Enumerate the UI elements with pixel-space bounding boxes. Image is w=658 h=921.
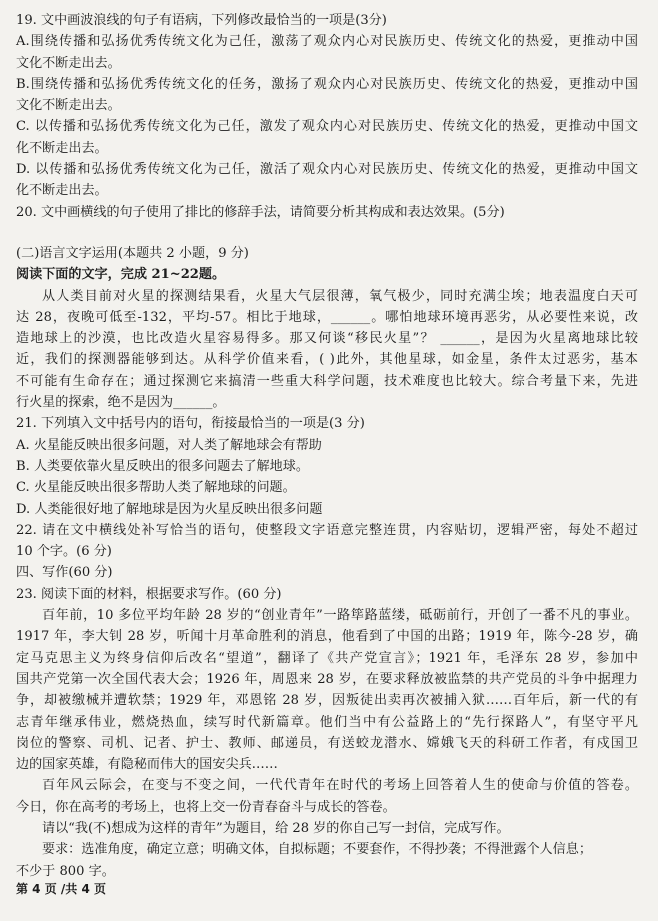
reading-instruction: 阅读下面的文字，完成 21~22题。 (16, 267, 226, 283)
q21-stem: 21. 下列填入文中括号内的语句，衔接最恰当的一项是(3 分) (16, 416, 365, 432)
passage-line: 从人类目前对火星的探测结果看，火星大气层很薄，氧气极少，同时充满尘埃；地表温度白天可 (42, 288, 638, 304)
writing-requirements: 要求：选准角度，确定立意；明确文体，自拟标题；不要套作，不得抄袭；不得泄露个人信息； (42, 842, 592, 858)
material-line: 岗位的警察、司机、记者、护士、教师、邮递员，有送蛟龙潜水、嫦娥飞天的科研工作者，有戍国卫 (16, 735, 638, 751)
q19-option-c-line2: 化不断走出去。 (16, 140, 108, 156)
q21-option-d: D. 人类能很好地了解地球是因为火星反映出很多问题 (16, 501, 323, 517)
material-line: 百年前，10 多位平均年龄 28 岁的“创业青年”一路筚路蓝缕，砥砺前行，开创了一番不凡的事业。 (42, 608, 638, 624)
writing-prompt: 请以“我(不)想成为这样的青年”为题目，给 28 岁的你自己写一封信，完成写作。 (42, 820, 510, 836)
material-line: 志青年继承伟业，燃烧热血，续写时代新篇章。他们当中有公益路上的“先行探路人”，有坚守平凡 (16, 714, 638, 730)
q21-option-c: C. 火星能反映出很多帮助人类了解地球的问题。 (16, 480, 296, 496)
passage-line: 不可能有生命存在；通过探测它来搞清一些重大科学问题，技术难度也比较大。综合考量下来，先进 (16, 373, 638, 389)
section4-heading: 四、写作(60 分) (16, 565, 113, 581)
section2-heading: (二)语言文字运用(本题共 2 小题，9 分) (16, 245, 249, 261)
material-line: 边的国家英雄，有隐秘而伟大的国安尖兵…… (16, 757, 278, 773)
q21-option-b: B. 人类要依靠火星反映出的很多问题去了解地球。 (16, 458, 309, 474)
material-line: 国共产党第一次全国代表大会；1926 年，周恩来 28 岁，在要求释放被监禁的共产党员的斗争中据理力 (16, 671, 638, 687)
q19-option-c-line1: C. 以传播和弘扬优秀传统文化为己任，激发了观众内心对民族历史、传统文化的热爱，更推动中国文 (16, 119, 638, 135)
passage-line: 近，我们的探测器能够到达。从科学价值来看，( )此外，其他星球，如金星，条件太过恶劣，基本 (16, 352, 638, 368)
word-count-requirement: 不少于 800 字。 (16, 863, 115, 879)
material-line: 定马克思主义为终身信仰后改名“望道”，翻译了《共产党宣言》；1921 年，毛泽东 28 岁，参加中 (16, 650, 638, 666)
spacer (16, 223, 638, 243)
q19-stem: 19. 文中画波浪线的句子有语病，下列修改最恰当的一项是(3分) (16, 13, 387, 28)
q21-option-a: A. 火星能反映出很多问题，对人类了解地球会有帮助 (16, 437, 322, 453)
page-footer: 第 4 页 /共 4 页 (16, 882, 106, 896)
q19-option-a-line2: 文化不断走出去。 (16, 55, 121, 71)
passage-line: 行火星的探索，绝不是因为______。 (16, 395, 226, 411)
material-line: 今日，你在高考的考场上，也将上交一份青春奋斗与成长的答卷。 (16, 799, 396, 815)
q19-option-a-line1: A.围绕传播和弘扬优秀传统文化为己任，激荡了观众内心对民族历史、传统文化的热爱，更推动中国 (16, 34, 638, 50)
q22-stem-line2: 10 个字。(6 分) (16, 544, 112, 560)
material-line: 1917 年，李大钊 28 岁，听闻十月革命胜利的消息，他看到了中国的出路；1919 年，陈今-28 岁，确 (16, 629, 638, 645)
passage-line: 达 28，夜晚可低至-132，平均-57。相比于地球，______。哪怕地球环境再恶劣，从必要性来说，改 (16, 309, 638, 325)
material-line: 争，却被缴械并遭软禁；1929 年，邓恩铭 28 岁，因叛徒出卖再次被捕入狱……百年后，新一代的有 (16, 693, 638, 709)
material-line: 百年风云际会，在变与不变之间，一代代青年在时代的考场上回答着人生的使命与价值的答卷。 (42, 778, 638, 794)
q19-option-b-line1: B.围绕传播和弘扬优秀传统文化的任务，激扬了观众内心对民族历史、传统文化的热爱，更推动中国 (16, 76, 638, 92)
q19-option-d-line1: D. 以传播和弘扬优秀传统文化为己任，激活了观众内心对民族历史、传统文化的热爱，更推动中国文 (16, 162, 638, 178)
q22-stem-line1: 22. 请在文中横线处补写恰当的语句，使整段文字语意完整连贯，内容贴切，逻辑严密，每处不超过 (16, 522, 638, 538)
q19-option-b-line2: 文化不断走出去。 (16, 98, 121, 114)
q20-stem: 20. 文中画横线的句子使用了排比的修辞手法，请简要分析其构成和表达效果。(5分) (16, 204, 505, 220)
passage-line: 造地球上的沙漠，也比改造火星容易得多。那又何谈“移民火星”？ ______，是因为火星离地球比较 (16, 331, 638, 347)
q23-stem: 23. 阅读下面的材料，根据要求写作。(60 分) (16, 586, 282, 602)
q19-option-d-line2: 化不断走出去。 (16, 183, 108, 199)
